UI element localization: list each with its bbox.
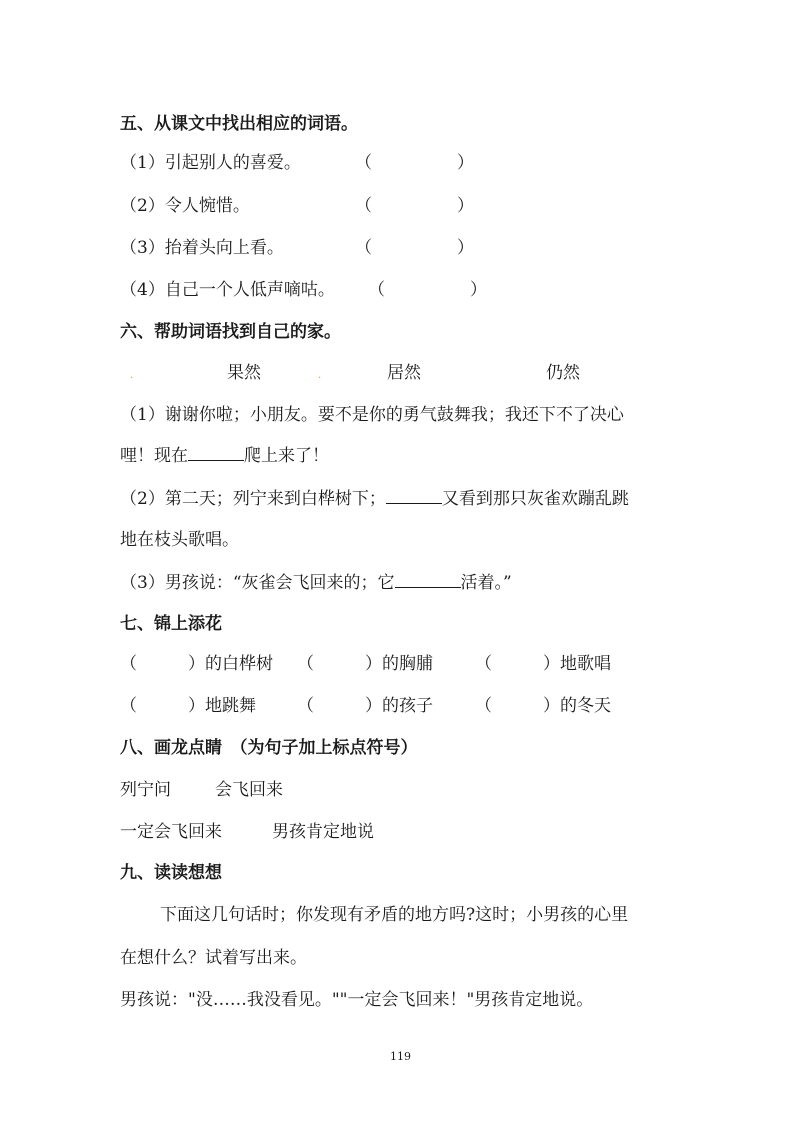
s5-item-3-paren: （ ） xyxy=(355,238,474,258)
s7-r1-c3: （ ）地歌唱 xyxy=(475,654,611,674)
s8-l2-a: 一定会飞回来 xyxy=(120,822,222,842)
s6-q3-post: 活着。” xyxy=(460,573,512,593)
decorative-dot: . xyxy=(130,370,134,381)
s7-r2-c2: （ ）的孩子 xyxy=(297,696,433,716)
s9-para-2: 在想什么？试着写出来。 xyxy=(120,948,307,968)
s6-q2-line1 xyxy=(120,487,629,511)
section-8-title: 八、画龙点睛 （为句子加上标点符号） xyxy=(120,738,418,758)
s5-item-4: （4）自己一个人低声嘀咕。 xyxy=(120,280,335,300)
fill-blank xyxy=(395,571,461,588)
s5-item-2-paren: （ ） xyxy=(355,196,474,216)
s5-item-1: （1）引起别人的喜爱。 xyxy=(120,153,301,173)
decorative-dot: . xyxy=(318,370,322,381)
section-6-title: 六、帮助词语找到自己的家。 xyxy=(120,322,341,342)
section-7-title: 七、锦上添花 xyxy=(120,614,222,634)
s7-r2-c3: （ ）的冬天 xyxy=(475,696,611,716)
s9-para-1: 下面这几句话时；你发现有矛盾的地方吗?这时；小男孩的心里 xyxy=(160,905,629,925)
s5-item-1-paren: （ ） xyxy=(355,153,474,173)
word-2: 居然 xyxy=(387,363,421,383)
s8-l1-a: 列宁问 xyxy=(120,780,171,800)
s6-q1-post: 爬上来了！ xyxy=(244,446,329,466)
s6-q2-line2: 地在枝头歌唱。 xyxy=(120,530,239,550)
s6-q1-line1: （1）谢谢你啦；小朋友。要不是你的勇气鼓舞我；我还下不了决心 xyxy=(120,405,624,425)
word-3: 仍然 xyxy=(546,363,580,383)
page-number: 119 xyxy=(390,1050,411,1063)
s6-q2-post: 又看到那只灰雀欢蹦乱跳 xyxy=(441,489,629,509)
s7-r2-c1: （ ）地跳舞 xyxy=(120,696,256,716)
s6-q1-pre: 哩！现在 xyxy=(120,446,188,466)
s6-q1-line2 xyxy=(120,444,329,468)
fill-blank xyxy=(386,487,442,504)
section-9-title: 九、读读想想 xyxy=(120,863,222,883)
s9-para-3: 男孩说："没……我没看见。""一定会飞回来！"男孩肯定地说。 xyxy=(120,990,594,1010)
s8-l1-b: 会飞回来 xyxy=(215,780,283,800)
s6-q2-pre: （2）第二天；列宁来到白桦树下； xyxy=(120,489,386,509)
s8-l2-b: 男孩肯定地说 xyxy=(272,822,374,842)
fill-blank xyxy=(188,444,244,461)
s6-q3 xyxy=(120,571,512,595)
s5-item-4-paren: （ ） xyxy=(368,280,487,300)
s6-q3-pre: （3）男孩说：“灰雀会飞回来的；它 xyxy=(120,573,395,593)
s5-item-2: （2）令人惋惜。 xyxy=(120,196,250,216)
section-5-title: 五、从课文中找出相应的词语。 xyxy=(120,114,358,134)
s7-r1-c2: （ ）的胸脯 xyxy=(297,654,433,674)
word-1: 果然 xyxy=(227,363,261,383)
s5-item-3: （3）抬着头向上看。 xyxy=(120,238,284,258)
s7-r1-c1: （ ）的白桦树 xyxy=(120,654,273,674)
